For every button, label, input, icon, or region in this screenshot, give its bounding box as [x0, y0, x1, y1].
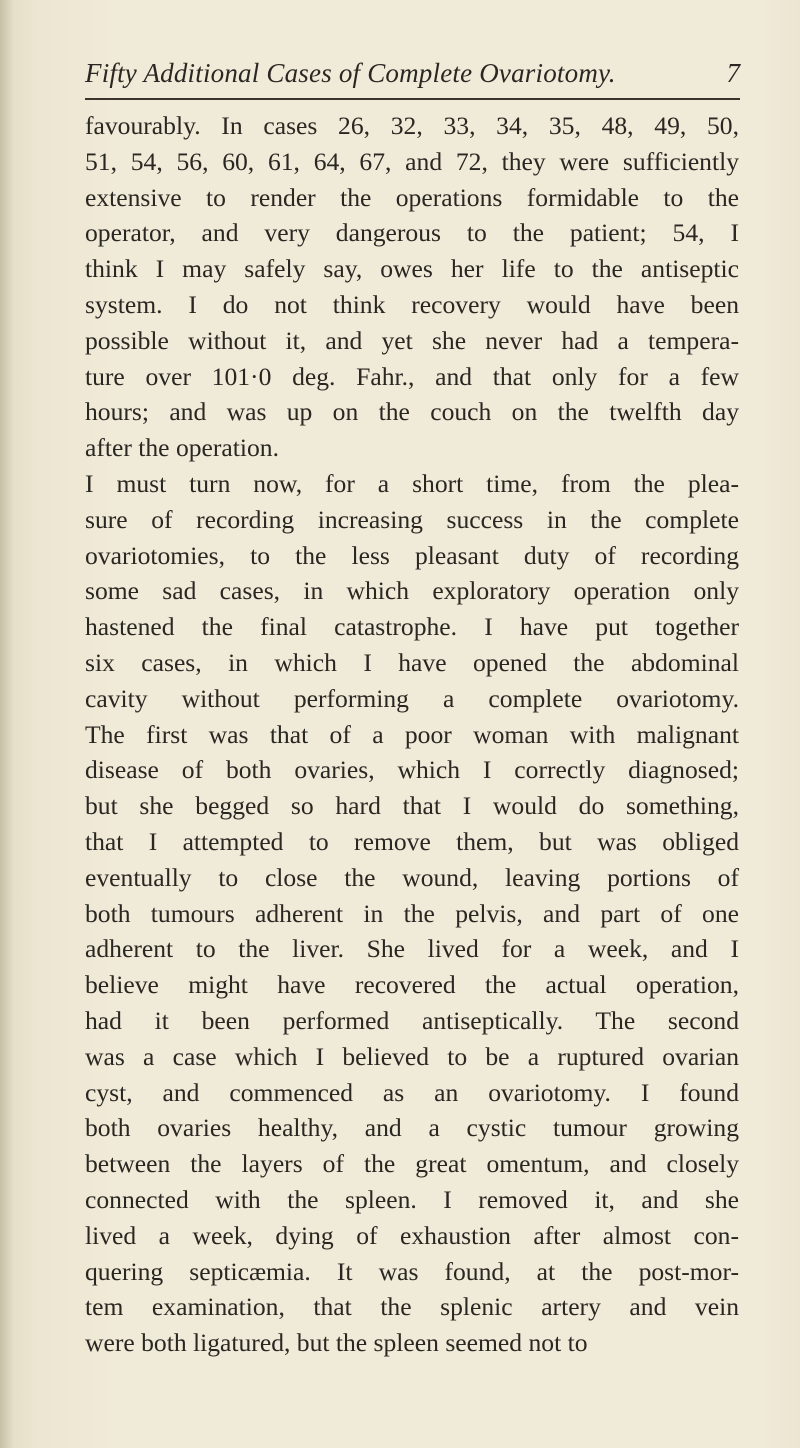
- text-line: ovariotomies, to the less pleasant duty of recording: [85, 540, 739, 570]
- text-line: quering septicæmia. It was found, at the post-mor-: [85, 1256, 739, 1286]
- text-line: adherent to the liver. She lived for a week, and I: [85, 934, 739, 964]
- gutter-shadow: [0, 0, 14, 1448]
- page-number: 7: [726, 58, 740, 88]
- text-line: some sad cases, in which exploratory operation only: [85, 576, 739, 606]
- running-title: Fifty Additional Cases of Complete Ovariotomy.: [85, 58, 616, 88]
- text-line: I must turn now, for a short time, from the plea-: [85, 468, 739, 498]
- text-line: were both ligatured, but the spleen seemed not to: [85, 1328, 588, 1358]
- text-line: both tumours adherent in the pelvis, and part of one: [85, 898, 739, 928]
- body-text: [85, 108, 739, 1361]
- text-line: believe might have recovered the actual operation,: [85, 970, 739, 1000]
- text-line: six cases, in which I have opened the abdominal: [85, 647, 739, 677]
- text-line: extensive to render the operations formidable to the: [85, 182, 739, 212]
- text-line: was a case which I believed to be a ruptured ovarian: [85, 1041, 739, 1071]
- text-line: after the operation.: [85, 433, 279, 463]
- text-line: both ovaries healthy, and a cystic tumour growing: [85, 1113, 739, 1143]
- text-line: but she begged so hard that I would do something,: [85, 791, 739, 821]
- text-line: connected with the spleen. I removed it, and she: [85, 1184, 739, 1214]
- text-line: 51, 54, 56, 60, 61, 64, 67, and 72, they were sufficiently: [85, 146, 739, 176]
- text-line: operator, and very dangerous to the patient; 54, I: [85, 218, 739, 248]
- text-line: eventually to close the wound, leaving portions of: [85, 862, 739, 892]
- text-line: cyst, and commenced as an ovariotomy. I found: [85, 1077, 739, 1107]
- text-line: cavity without performing a complete ovariotomy.: [85, 683, 739, 713]
- text-line: lived a week, dying of exhaustion after almost con-: [85, 1220, 739, 1250]
- text-line: The first was that of a poor woman with malignant: [85, 719, 739, 749]
- text-line: ture over 101·0 deg. Fahr., and that only for a few: [85, 361, 739, 391]
- text-line: think I may safely say, owes her life to the antiseptic: [85, 254, 739, 284]
- text-line: had it been performed antiseptically. The second: [85, 1005, 739, 1035]
- text-line: possible without it, and yet she never had a tempera-: [85, 325, 739, 355]
- text-line: between the layers of the great omentum, and closely: [85, 1149, 739, 1179]
- text-line: disease of both ovaries, which I correctly diagnosed;: [85, 755, 739, 785]
- text-line: hastened the final catastrophe. I have put together: [85, 612, 739, 642]
- text-line: hours; and was up on the couch on the twelfth day: [85, 397, 739, 427]
- text-line: sure of recording increasing success in the complete: [85, 504, 739, 534]
- page-header: [85, 58, 740, 98]
- header-rule: [85, 98, 740, 100]
- text-line: system. I do not think recovery would have been: [85, 289, 739, 319]
- text-line: tem examination, that the splenic artery and vein: [85, 1292, 739, 1322]
- text-line: favourably. In cases 26, 32, 33, 34, 35, 48, 49, 50,: [85, 111, 739, 140]
- text-line: that I attempted to remove them, but was obliged: [85, 826, 739, 856]
